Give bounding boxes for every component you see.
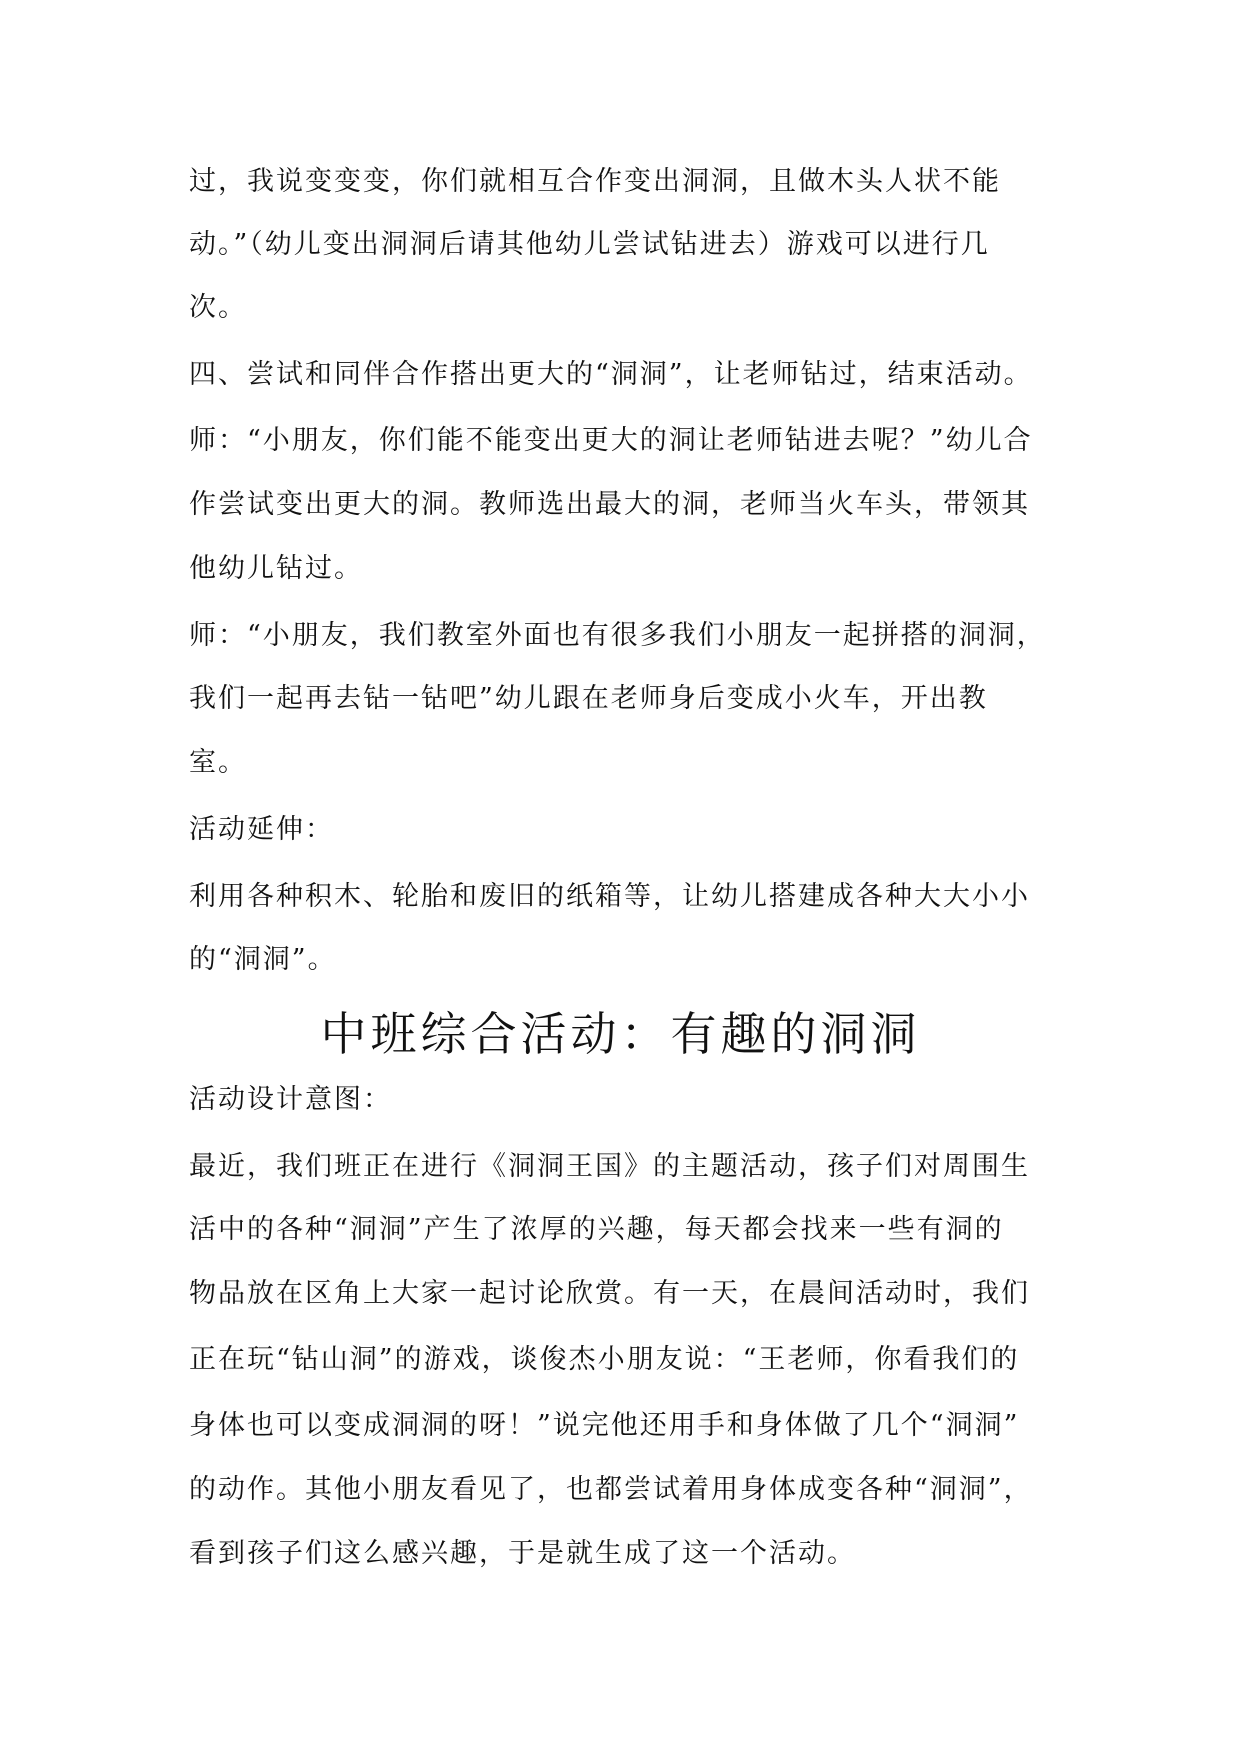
text-line: 作尝试变出更大的洞。教师选出最大的洞，老师当火车头，带领其 xyxy=(189,489,1030,520)
text-line: 看到孩子们这么感兴趣，于是就生成了这一个活动。 xyxy=(189,1538,856,1569)
text-line: 最近，我们班正在进行《洞洞王国》的主题活动，孩子们对周围生 xyxy=(189,1151,1030,1182)
text-line: 动。”（幼儿变出洞洞后请其他幼儿尝试钻进去）游戏可以进行几 xyxy=(189,229,990,260)
text-line: 正在玩“钻山洞”的游戏，谈俊杰小朋友说：“王老师，你看我们的 xyxy=(189,1344,1020,1375)
text-line: 物品放在区角上大家一起讨论欣赏。有一天，在晨间活动时，我们 xyxy=(189,1278,1030,1309)
text-line: 过，我说变变变，你们就相互合作变出洞洞，且做木头人状不能 xyxy=(189,166,1001,197)
text-line: 利用各种积木、轮胎和废旧的纸箱等，让幼儿搭建成各种大大小小 xyxy=(189,881,1030,912)
text-line: 四、尝试和同伴合作搭出更大的“洞洞”，让老师钻过，结束活动。 xyxy=(189,359,1033,390)
text-line: 他幼儿钻过。 xyxy=(189,553,363,584)
text-line: 师：“小朋友，你们能不能变出更大的洞让老师钻进去呢？”幼儿合 xyxy=(189,425,1033,456)
section-heading: 活动设计意图： xyxy=(189,1084,392,1115)
page-title: 中班综合活动：有趣的洞洞 xyxy=(320,1007,921,1061)
text-line: 的“洞洞”。 xyxy=(189,944,337,975)
text-line: 师：“小朋友，我们教室外面也有很多我们小朋友一起拼搭的洞洞， xyxy=(189,620,1046,651)
section-heading: 活动延伸： xyxy=(189,814,334,845)
text-line: 我们一起再去钻一钻吧”幼儿跟在老师身后变成小火车，开出教 xyxy=(189,683,988,714)
text-line: 的动作。其他小朋友看见了，也都尝试着用身体成变各种“洞洞”， xyxy=(189,1474,1033,1505)
text-line: 活中的各种“洞洞”产生了浓厚的兴趣，每天都会找来一些有洞的 xyxy=(189,1214,1004,1245)
text-line: 身体也可以变成洞洞的呀！”说完他还用手和身体做了几个“洞洞” xyxy=(189,1410,1020,1441)
text-line: 次。 xyxy=(189,292,247,323)
text-line: 室。 xyxy=(189,747,247,778)
